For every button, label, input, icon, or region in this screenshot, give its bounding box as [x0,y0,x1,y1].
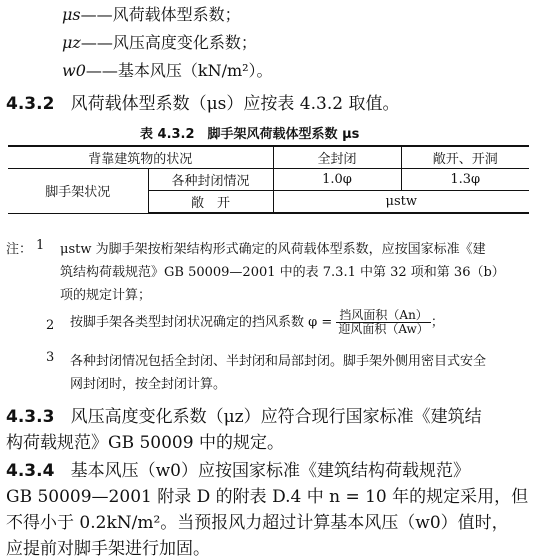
definition-text: ——风荷载体型系数； [80,5,241,24]
section-number: 4.3.2 [6,94,55,114]
note-2 [70,309,444,336]
section-number: 4.3.3 [6,407,55,427]
fraction-numerator: 挡风面积（An） [336,309,430,323]
note-3-number: 3 [46,350,55,365]
notes-prefix: 注： [6,242,33,257]
section-4-3-4-line-4: 应提前对脚手架进行加固。 [6,539,210,559]
fraction-denominator: 迎风面积（Aw） [338,322,429,336]
definition-mu-s [62,2,241,25]
section-4-3-2 [6,89,399,114]
cell-mu-stw: μstw [273,191,529,214]
shield-coefficient-fraction [336,309,430,336]
section-line-1: 基本风压（w0）应按国家标准《建筑结构荷载规范》 [70,461,470,481]
symbol: μs [62,5,81,24]
definition-w0 [62,58,273,81]
note-1-line-3: 项的规定计算； [60,288,152,303]
cell-open-value: 1.3φ [401,169,529,191]
note-3-line-1: 各种封闭情况包括全封闭、半封闭和局部封闭。脚手架外侧用密目式安全 [70,354,487,369]
note-2-text: 按脚手架各类型封闭状况确定的挡风系数 φ = [70,315,333,330]
definition-text: ——风压高度变化系数； [80,33,257,52]
note-2-number: 2 [46,318,55,333]
header-full-closure: 全封闭 [273,146,401,169]
header-condition: 背靠建筑物的状况 [8,146,273,169]
section-4-3-4-line-2: GB 50009—2001 附录 D 的附表 D.4 中 n = 10 年的规定采用，但 [6,487,529,507]
symbol: μz [62,33,81,52]
note-2-end: ； [430,315,444,330]
section-text: 风荷载体型系数（μs）应按表 4.3.2 取值。 [70,94,400,114]
note-1-line-2: 筑结构荷载规范》GB 50009—2001 中的表 7.3.1 中第 32 项和第 36（b） [60,265,505,280]
section-4-3-4-line-3: 不得小于 0.2kN/m²。当预报风力超过计算基本风压（w0）值时， [6,513,509,533]
section-line-1: 风压高度变化系数（μz）应符合现行国家标准《建筑结 [70,407,482,427]
definition-mu-z [62,30,257,53]
section-number: 4.3.4 [6,461,55,481]
row-label-scaffold: 脚手架状况 [8,169,148,214]
note-1-number: 1 [36,238,45,253]
header-open: 敞开、开洞 [401,146,529,169]
note-1-line-1: μstw 为脚手架按桁架结构形式确定的风荷载体型系数，应按国家标准《建 [60,242,486,257]
cell-full-closure-value: 1.0φ [273,169,401,191]
row-label-open: 敞 开 [148,191,273,214]
section-4-3-4 [6,456,470,481]
section-4-3-3-line-2: 构荷载规范》GB 50009 中的规定。 [6,433,284,453]
symbol: w0 [62,61,86,80]
table-caption: 表 4.3.2 脚手架风荷载体型系数 μs [140,127,360,142]
definition-text: ——基本风压（kN/m²）。 [85,61,273,80]
section-4-3-3 [6,402,482,427]
note-3-line-2: 网封闭时，按全封闭计算。 [70,377,227,392]
wind-load-coefficient-table [8,145,529,214]
row-label-closure-cases: 各种封闭情况 [148,169,273,191]
